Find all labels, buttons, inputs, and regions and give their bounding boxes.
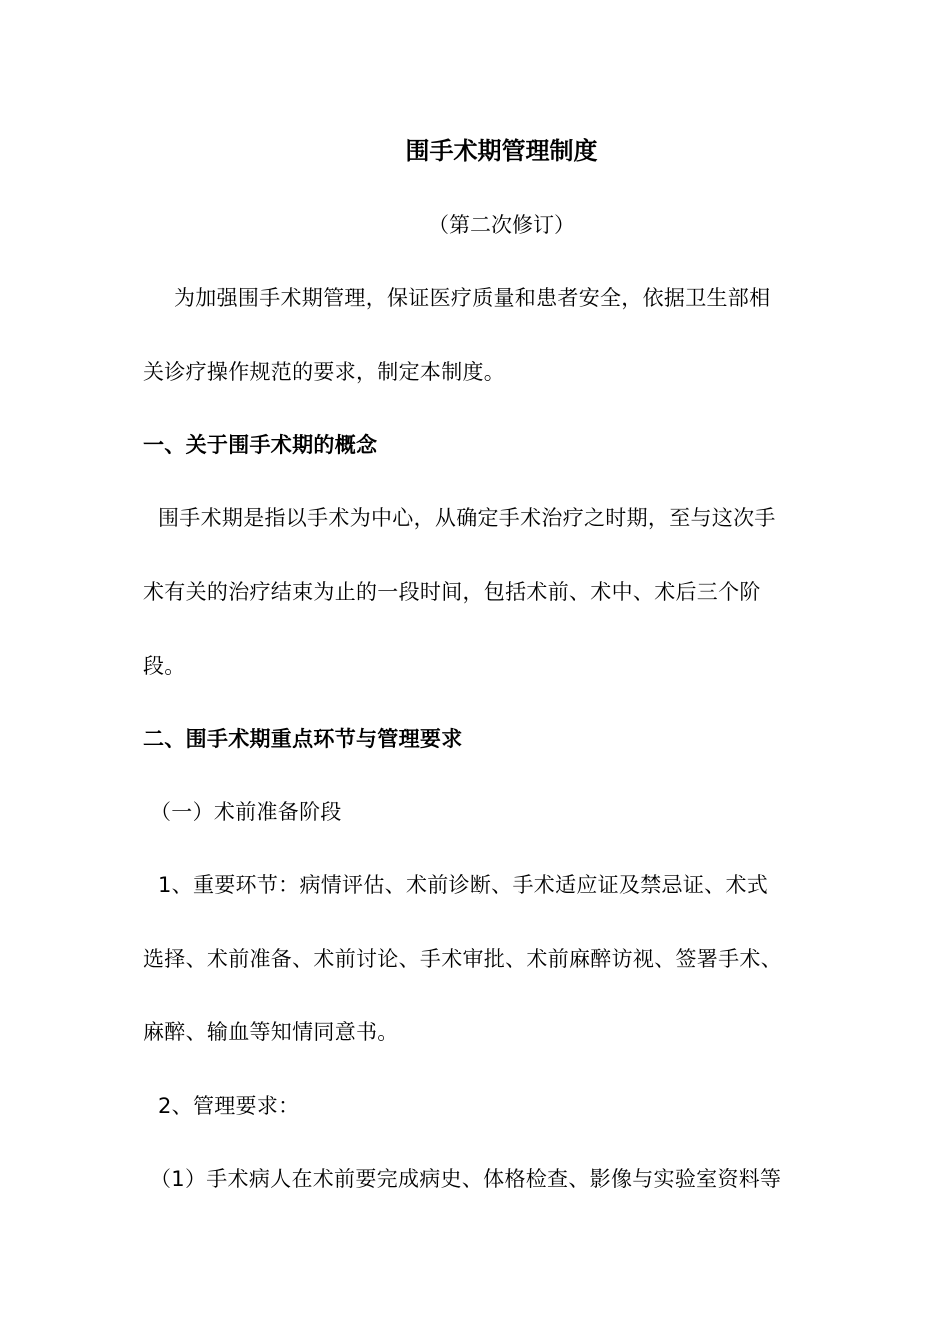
intro-line-2: 关诊疗操作规范的要求，制定本制度。 [143,360,506,384]
section-1-line-3: 段。 [143,654,186,678]
item-1-line-2: 选择、术前准备、术前讨论、手术审批、术前麻醉访视、签署手术、 [143,947,782,971]
section-1-line-1: 围手术期是指以手术为中心，从确定手术治疗之时期，至与这次手 [158,506,776,530]
section-1-heading: 一、关于围手术期的概念 [143,433,378,457]
item-2-1-line-1: （1）手术病人在术前要完成病史、体格检查、影像与实验室资料等 [150,1167,782,1191]
item-1-line-3: 麻醉、输血等知情同意书。 [143,1020,399,1044]
item-2-heading: 2、管理要求： [158,1094,300,1118]
intro-line-1: 为加强围手术期管理，保证医疗质量和患者安全，依据卫生部相 [174,286,771,310]
section-2-heading: 二、围手术期重点环节与管理要求 [143,727,463,751]
document-title: 围手术期管理制度 [405,137,598,165]
section-1-line-2: 术有关的治疗结束为止的一段时间，包括术前、术中、术后三个阶 [143,580,761,604]
subsection-1-heading: （一）术前准备阶段 [150,800,342,824]
item-1-line-1: 1、重要环节：病情评估、术前诊断、手术适应证及禁忌证、术式 [158,873,769,897]
document-subtitle: （第二次修订） [428,213,575,237]
